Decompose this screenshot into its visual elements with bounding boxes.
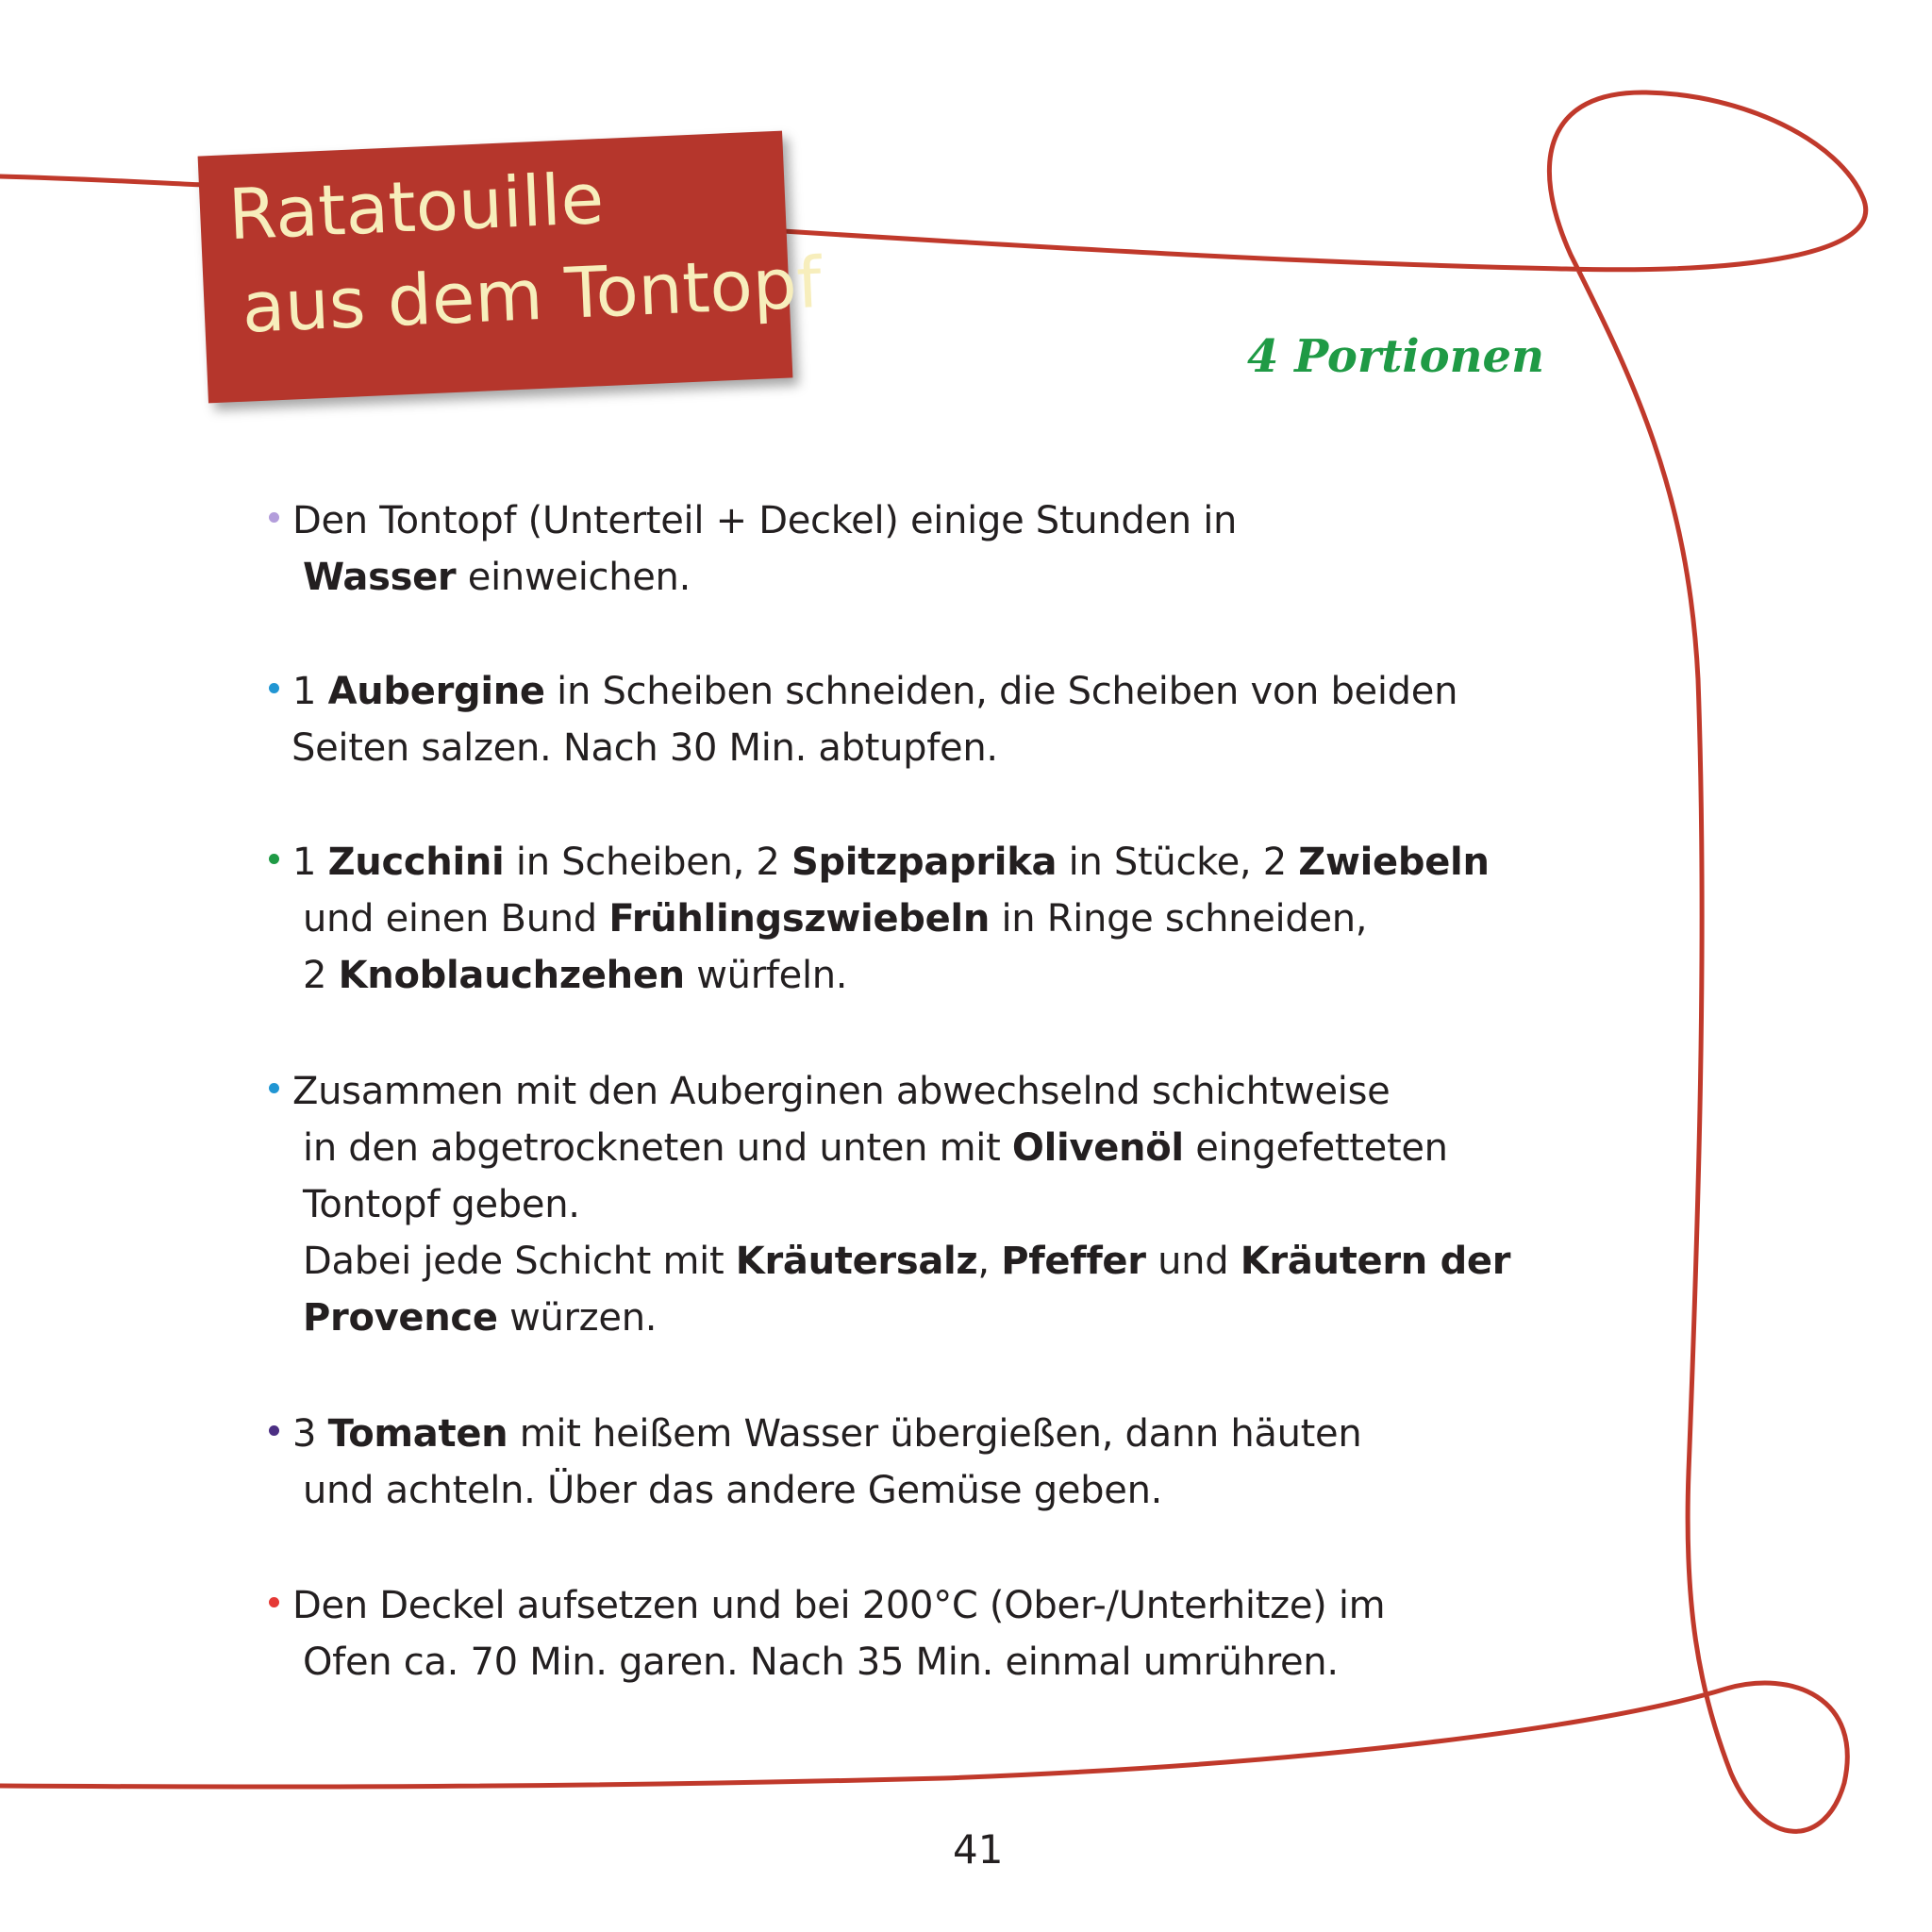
bullet-dot-icon xyxy=(269,854,279,864)
ingredient-highlight: Tomaten xyxy=(327,1412,508,1456)
ingredient-highlight: Zwiebeln xyxy=(1298,841,1490,884)
ingredient-highlight: Pfeffer xyxy=(1001,1240,1146,1283)
step-line: 3 Tomaten mit heißem Wasser übergießen, dann häuten xyxy=(269,1406,1524,1462)
ingredient-highlight: Kräutern der xyxy=(1240,1240,1511,1283)
step-line: Provence würzen. xyxy=(303,1296,658,1340)
step-line: 1 Aubergine in Scheiben schneiden, die Scheiben von beiden xyxy=(269,663,1524,720)
ingredient-highlight: Spitzpaprika xyxy=(791,841,1058,884)
bullet-dot-icon xyxy=(269,1597,279,1607)
step-line: Den Deckel aufsetzen und bei 200°C (Ober-/Unterhitze) im xyxy=(269,1577,1524,1634)
ingredient-highlight: Frühlingszwiebeln xyxy=(608,897,991,941)
step-line: 2 Knoblauchzehen würfeln. xyxy=(303,954,848,997)
recipe-title-line-2: aus dem Tontopf xyxy=(240,242,824,349)
step-line: Wasser einweichen. xyxy=(303,556,691,599)
step-5 xyxy=(269,1406,1524,1519)
step-line: in den abgetrockneten und unten mit Olivenöl eingefetteten xyxy=(303,1126,1448,1170)
step-4 xyxy=(269,1063,1524,1346)
portions-label: 4 Portionen xyxy=(1247,330,1544,383)
step-line: Tontopf geben. xyxy=(303,1183,580,1226)
page-number: 41 xyxy=(953,1826,1004,1873)
ingredient-highlight: Wasser xyxy=(303,556,457,599)
step-line: 1 Zucchini in Scheiben, 2 Spitzpaprika in Stücke, 2 Zwiebeln xyxy=(269,834,1524,891)
step-line: Dabei jede Schicht mit Kräutersalz, Pfeffer und Kräutern der xyxy=(303,1240,1511,1283)
step-3 xyxy=(269,834,1524,1004)
ingredient-highlight: Kräutersalz xyxy=(735,1240,978,1283)
bullet-dot-icon xyxy=(269,512,279,523)
ingredient-highlight: Provence xyxy=(303,1296,498,1340)
step-2 xyxy=(269,663,1524,776)
recipe-title-tag xyxy=(198,131,824,404)
step-line: und achteln. Über das andere Gemüse geben. xyxy=(303,1469,1163,1512)
step-line: Den Tontopf (Unterteil + Deckel) einige Stunden in xyxy=(269,492,1524,549)
ingredient-highlight: Zucchini xyxy=(327,841,505,884)
bullet-dot-icon xyxy=(269,683,279,693)
step-1 xyxy=(269,492,1524,606)
recipe-title-line-1: Ratatouille xyxy=(226,158,606,257)
ingredient-highlight: Aubergine xyxy=(327,670,545,713)
step-line: und einen Bund Frühlingszwiebeln in Ringe schneiden, xyxy=(303,897,1368,941)
ingredient-highlight: Olivenöl xyxy=(1011,1126,1184,1170)
step-6 xyxy=(269,1577,1524,1690)
step-line: Ofen ca. 70 Min. garen. Nach 35 Min. einmal umrühren. xyxy=(303,1641,1339,1684)
bullet-dot-icon xyxy=(269,1083,279,1093)
step-line: Seiten salzen. Nach 30 Min. abtupfen. xyxy=(291,726,998,770)
ingredient-highlight: Knoblauchzehen xyxy=(338,954,685,997)
bullet-dot-icon xyxy=(269,1425,279,1436)
step-line: Zusammen mit den Auberginen abwechselnd schichtweise xyxy=(269,1063,1524,1120)
